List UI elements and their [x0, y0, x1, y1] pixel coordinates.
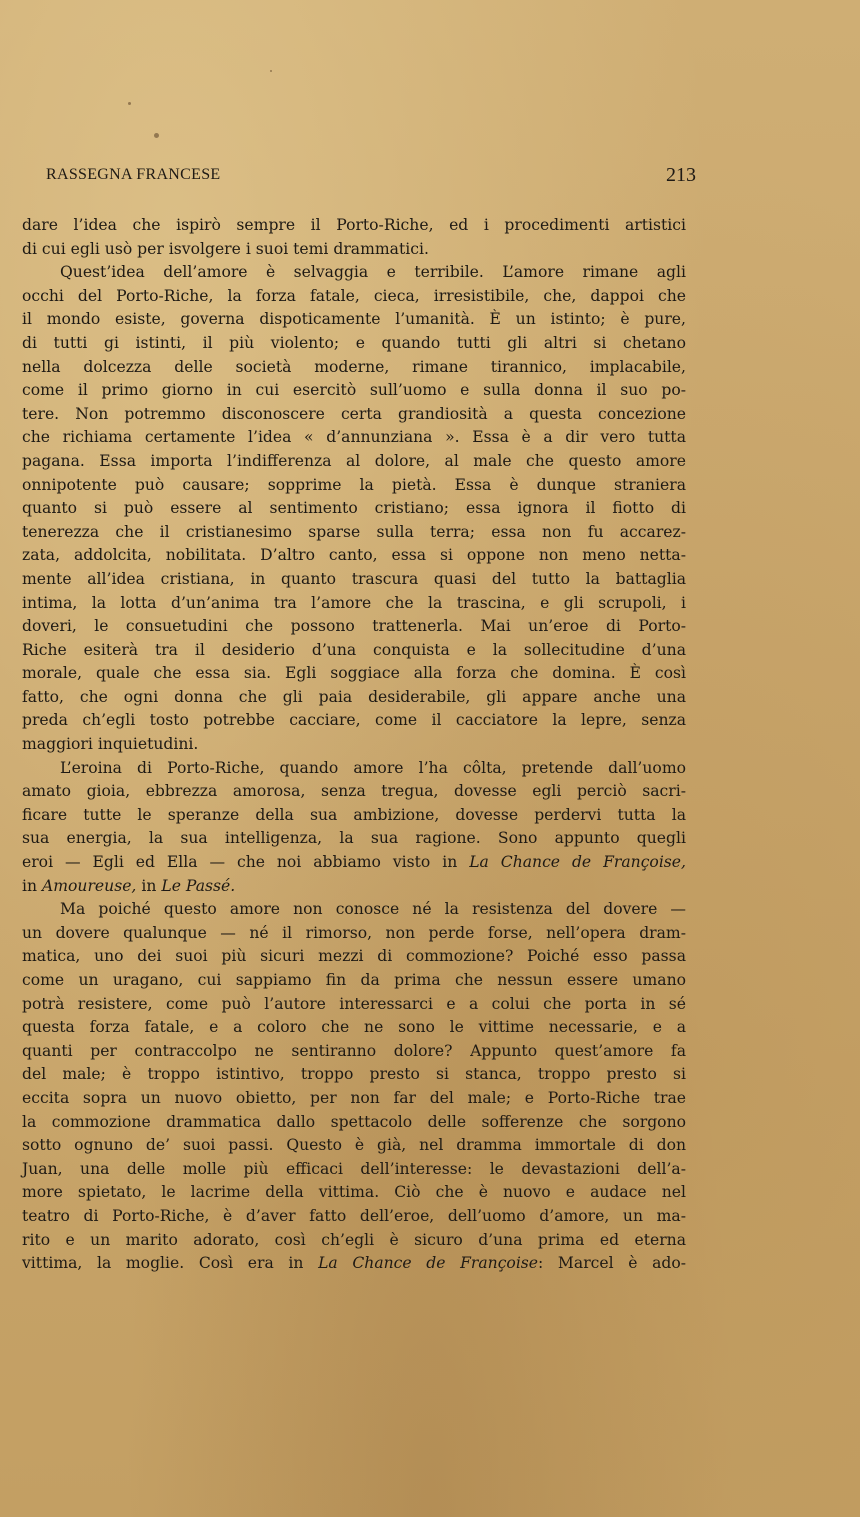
text-line: mente all’idea cristiana, in quanto trascura quasi del tutto la battaglia: [22, 569, 686, 588]
text-line: Quest’idea dell’amore è selvaggia e terribile. L’amore rimane agli: [60, 263, 686, 282]
text-line: che richiama certamente l’idea « d’annunziana ». Essa è a dir vero tutta: [22, 428, 686, 447]
text-line: Riche esiterà tra il desiderio d’una conquista e la sollecitudine d’una: [22, 640, 686, 659]
text-line: potrà resistere, come può l’autore interessarci e a colui che porta in sé: [22, 994, 686, 1013]
text-line: [22, 851, 686, 875]
text-line: Ma poiché questo amore non conosce né la resistenza del dovere —: [60, 900, 686, 919]
body-text: [22, 214, 686, 1276]
text-line: zata, addolcita, nobilitata. D’altro canto, essa si oppone non meno netta-: [22, 546, 686, 565]
text-line: fatto, che ogni donna che gli paia desiderabile, gli appare anche una: [22, 687, 686, 706]
text-line: [22, 1252, 686, 1276]
text-line: la commozione drammatica dallo spettacolo delle sofferenze che sorgono: [22, 1112, 686, 1131]
text-line: onnipotente può causare; sopprime la pietà. Essa è dunque straniera: [22, 475, 686, 494]
text-fragment: in: [22, 876, 38, 895]
text-line: come il primo giorno in cui esercitò sull’uomo e sulla donna il suo po-: [22, 381, 686, 400]
text-line: un dovere qualunque — né il rimorso, non perde forse, nell’opera dram-: [22, 923, 686, 942]
text-line: quanti per contraccolpo ne sentiranno dolore? Appunto quest’amore fa: [22, 1041, 686, 1060]
text-line: come un uragano, cui sappiamo fin da prima che nessun essere umano: [22, 971, 686, 989]
text-line: Juan, una delle molle più efficaci dell’interesse: le devastazioni dell’a-: [22, 1159, 686, 1178]
text-line: more spietato, le lacrime della vittima. Ciò che è nuovo e audace nel: [22, 1183, 686, 1202]
text-line: ficare tutte le speranze della sua ambizione, dovesse perdervi tutta la: [22, 805, 686, 824]
text-fragment: in: [141, 876, 157, 895]
foxing-spot: [154, 133, 159, 138]
text-line: quanto si può essere al sentimento cristiano; essa ignora il fiotto di: [22, 499, 686, 518]
text-line: maggiori inquietudini.: [22, 735, 199, 754]
text-line: di cui egli usò per isvolgere i suoi temi drammatici.: [22, 239, 429, 258]
text-line: del male; è troppo istintivo, troppo presto si stanca, troppo presto si: [22, 1065, 686, 1084]
text-fragment: vittima, la moglie. Così era in: [22, 1254, 304, 1273]
text-line: dare l’idea che ispirò sempre il Porto-Riche, ed i procedimenti artistici: [22, 216, 686, 234]
text-line: L’eroina di Porto-Riche, quando amore l’ha côlta, pretende dall’uomo: [60, 758, 686, 777]
text-line: intima, la lotta d’un’anima tra l’amore che la trascina, e gli scrupoli, i: [22, 593, 686, 612]
page-number: 213: [666, 164, 696, 186]
text-line: sua energia, la sua intelligenza, la sua ragione. Sono appunto quegli: [22, 829, 686, 848]
text-line: occhi del Porto-Riche, la forza fatale, cieca, irresistibile, che, dappoi che: [22, 286, 686, 305]
text-line: di tutti gi istinti, il più violento; e quando tutti gli altri si chetano: [22, 333, 686, 352]
text-line: doveri, le consuetudini che possono trattenerla. Mai un’eroe di Porto-: [22, 617, 686, 636]
text-line: morale, quale che essa sia. Egli soggiace alla forza che domina. È così: [22, 664, 686, 683]
work-title-chance: La Chance de Françoise,: [469, 853, 686, 872]
foxing-spot: [270, 70, 272, 72]
foxing-spot: [128, 102, 131, 105]
text-line: sotto ognuno de’ suoi passi. Questo è già, nel dramma immortale di don: [22, 1136, 686, 1155]
text-line: pagana. Essa importa l’indifferenza al dolore, al male che questo amore: [22, 451, 686, 470]
text-fragment: : Marcel è ado-: [538, 1254, 687, 1273]
text-line: rito e un marito adorato, così ch’egli è sicuro d’una prima ed eterna: [22, 1230, 686, 1249]
text-line: eccita sopra un nuovo obietto, per non far del male; e Porto-Riche trae: [22, 1088, 686, 1107]
text-line: nella dolcezza delle società moderne, rimane tirannico, implacabile,: [22, 357, 686, 376]
work-title-chance: La Chance de Françoise: [318, 1254, 539, 1273]
text-line: matica, uno dei suoi più sicuri mezzi di commozione? Poiché esso passa: [22, 947, 686, 966]
text-line: questa forza fatale, e a coloro che ne sono le vittime necessarie, e a: [22, 1018, 686, 1037]
work-title-le-passe: Le Passé.: [161, 876, 236, 895]
text-line: il mondo esiste, governa dispoticamente l’umanità. È un istinto; è pure,: [22, 310, 686, 329]
text-line: [22, 875, 686, 899]
text-line: tere. Non potremmo disconoscere certa grandiosità a questa concezione: [22, 404, 686, 423]
page-header: [46, 166, 696, 192]
text-fragment: eroi — Egli ed Ella — che noi abbiamo visto in: [22, 853, 458, 872]
text-line: preda ch’egli tosto potrebbe cacciare, come il cacciatore la lepre, senza: [22, 711, 686, 730]
work-title-amoureuse: Amoureuse,: [42, 876, 137, 895]
running-title: RASSEGNA FRANCESE: [46, 166, 221, 183]
text-line: amato gioia, ebbrezza amorosa, senza tregua, dovesse egli perciò sacri-: [22, 782, 686, 801]
text-line: teatro di Porto-Riche, è d’aver fatto dell’eroe, dell’uomo d’amore, un ma-: [22, 1206, 686, 1225]
text-line: tenerezza che il cristianesimo sparse sulla terra; essa non fu accarez-: [22, 522, 686, 541]
